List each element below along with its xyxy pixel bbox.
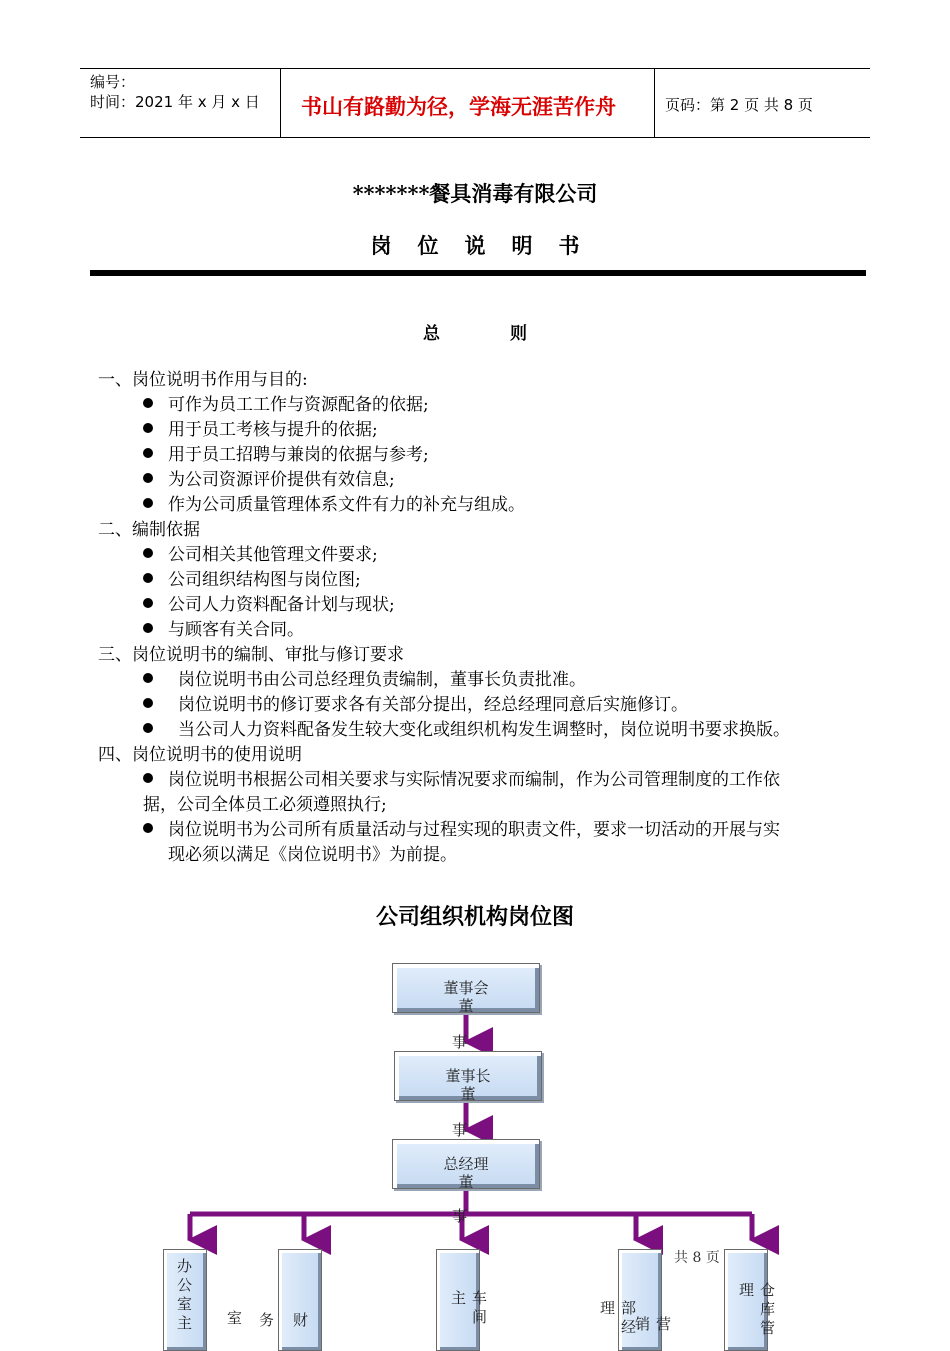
chairman-box: 董事长 董: [394, 1051, 542, 1101]
company-name: *******餐具消毒有限公司: [352, 181, 598, 206]
workshop-label: 车间主: [449, 1290, 488, 1328]
general-manager-box: 总经理 董: [392, 1139, 540, 1189]
section-4-title: 四、岗位说明书的使用说明: [98, 745, 302, 765]
board-of-directors-box: 董事会 董: [392, 963, 540, 1013]
org-chart-title: 公司组织机构岗位图: [375, 904, 574, 930]
finance-side-label: 室: [225, 1310, 243, 1329]
list-item: 公司人力资料配备计划与现状;: [143, 593, 395, 618]
list-item-continuation: 据，公司全体员工必须遵照执行;: [143, 795, 387, 815]
office-label: 办公室主: [175, 1258, 193, 1334]
section-3-title: 三、岗位说明书的编制、审批与修订要求: [98, 645, 404, 665]
page-number: 页码：第 2 页 共 8 页: [665, 96, 813, 114]
list-item: 岗位说明书为公司所有质量活动与过程实现的职责文件，要求一切活动的开展与实: [143, 818, 780, 843]
list-item: 当公司人力资料配备发生较大变化或组织机构发生调整时，岗位说明书要求换版。: [143, 718, 790, 743]
warehouse-label: 仓库管理: [737, 1282, 776, 1339]
list-item: 可作为员工工作与资源配备的依据;: [143, 393, 429, 418]
list-item: 作为公司质量管理体系文件有力的补充与组成。: [143, 493, 525, 518]
list-item: 公司组织结构图与岗位图;: [143, 568, 361, 593]
sales-label: 营销: [633, 1316, 672, 1335]
general-principles-heading: 总则: [423, 324, 597, 344]
section-1-title: 一、岗位说明书作用与目的:: [98, 370, 308, 390]
finance-label: 财: [291, 1312, 309, 1331]
list-item-continuation: 现必须以满足《岗位说明书》为前提。: [168, 845, 457, 865]
document-title: 岗位说明书: [370, 233, 606, 258]
finance-box: [278, 1249, 322, 1351]
list-item: 与顾客有关合同。: [143, 618, 304, 643]
section-2-title: 二、编制依据: [98, 520, 200, 540]
list-item: 用于员工招聘与兼岗的依据与参考;: [143, 443, 429, 468]
page-total-note: 共 8 页: [674, 1250, 720, 1266]
list-item: 岗位说明书根据公司相关要求与实际情况要求而编制，作为公司管理制度的工作依: [143, 768, 780, 793]
list-item: 岗位说明书的修订要求各有关部分提出，经总经理同意后实施修订。: [143, 693, 688, 718]
connector-label: 事: [452, 1121, 468, 1139]
connector-label: 事: [452, 1033, 468, 1051]
list-item: 岗位说明书由公司总经理负责编制，董事长负责批准。: [143, 668, 586, 693]
connector-label: 事: [452, 1207, 468, 1225]
list-item: 公司相关其他管理文件要求;: [143, 543, 378, 568]
document-number: 编号：: [90, 73, 136, 91]
finance-side-label: 务: [257, 1312, 275, 1331]
document-date: 时间：2021 年 x 月 x 日: [90, 93, 260, 111]
list-item: 为公司资源评价提供有效信息;: [143, 468, 395, 493]
list-item: 用于员工考核与提升的依据;: [143, 418, 378, 443]
header-motto: 书山有路勤为径，学海无涯苦作舟: [301, 95, 616, 119]
sales-side-label: 部经理: [598, 1300, 637, 1338]
